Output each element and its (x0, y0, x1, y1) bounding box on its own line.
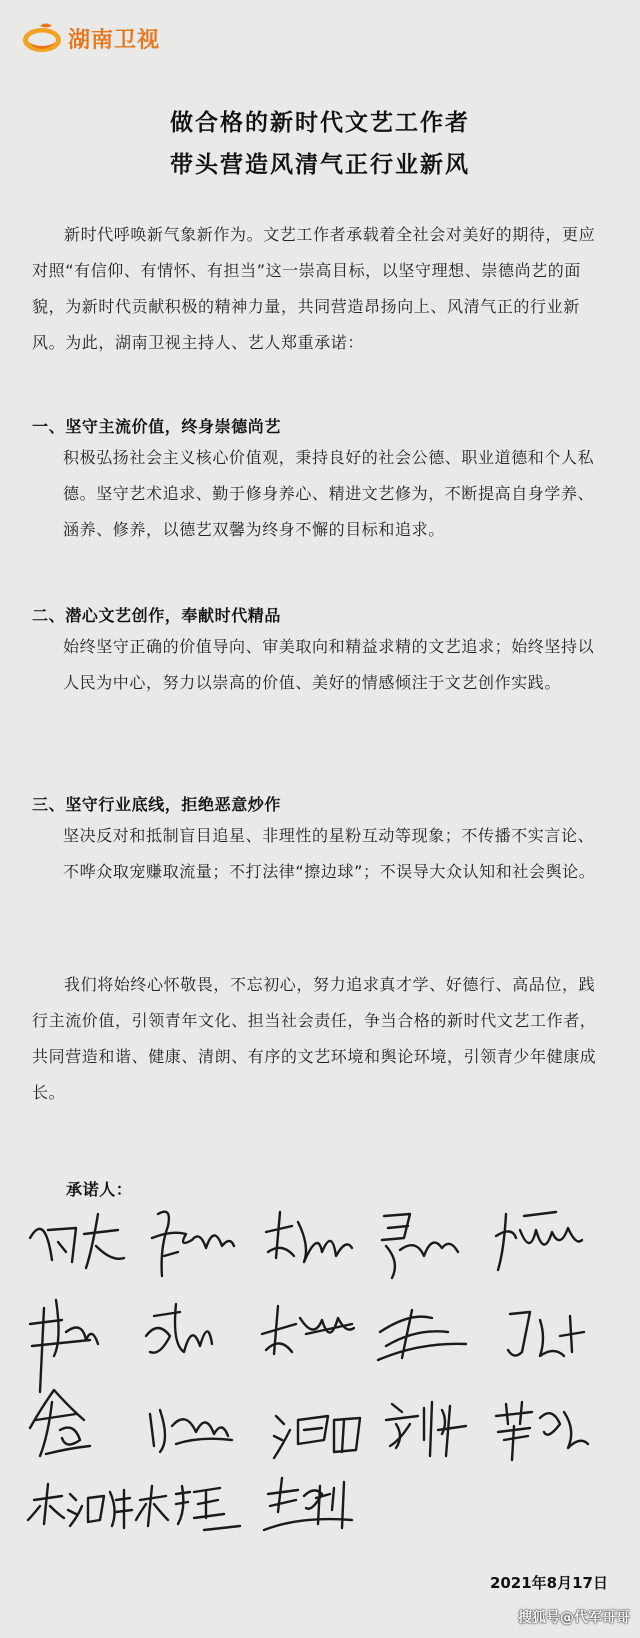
signature-14 (386, 1402, 466, 1456)
signature-18 (264, 1478, 352, 1530)
section-2-body: 始终坚守正确的价值导向、审美取向和精益求精的文艺追求；始终坚持以人民为中心，努力以崇高的价值、美好的情感倾注于文艺创作实践。 (63, 637, 595, 692)
signature-11 (30, 1390, 90, 1456)
section-3-heading: 三、坚守行业底线，拒绝恶意炒作 (32, 795, 282, 814)
signature-4 (382, 1214, 458, 1278)
signature-10 (508, 1312, 584, 1356)
signature-3 (266, 1212, 352, 1262)
signature-16 (28, 1484, 132, 1528)
signature-17 (136, 1486, 240, 1530)
date: 2021年8月17日 (489, 1574, 608, 1592)
signers-label: 承诺人： (66, 1180, 133, 1199)
watermark: 搜狐号@代军哥哥 (518, 1610, 630, 1626)
closing-paragraph: 我们将始终心怀敬畏，不忘初心，努力追求真才学、好德行、高品位，践行主流价值，引领青年文化、担当社会责任，争当合格的新时代文艺工作者，共同营造和谐、健康、清朗、有序的文艺环境和舆论环境，引领青少年健康成长。 (32, 975, 597, 1102)
signature-13 (274, 1416, 360, 1458)
title-line-1: 做合格的新时代文艺工作者 (170, 110, 470, 136)
section-1-heading: 一、坚守主流价值，终身崇德尚艺 (32, 417, 282, 436)
title-line-2: 带头营造风清气正行业新风 (170, 152, 470, 178)
signature-12 (150, 1410, 232, 1452)
section-1-body: 积极弘扬社会主义核心价值观，秉持良好的社会公德、职业道德和个人私德。坚守艺术追求、勤于修身养心、精进文艺修为，不断提高自身学养、涵养、修养，以德艺双馨为终身不懈的目标和追求。 (63, 448, 595, 539)
channel-name: 湖南卫视 (68, 27, 161, 53)
signature-1 (30, 1214, 124, 1268)
signature-2 (152, 1212, 234, 1276)
intro-paragraph: 新时代呼唤新气象新作为。文艺工作者承载着全社会对美好的期待，更应对照“有信仰、有情怀、有担当”这一崇高目标，以坚守理想、崇德尚艺的面貌，为新时代贡献积极的精神力量，共同营造昂扬向上、风清气正的行业新风。为此，湖南卫视主持人、艺人郑重承诺： (32, 225, 596, 352)
section-2-heading: 二、潜心文艺创作，奉献时代精品 (32, 606, 282, 625)
signature-9 (378, 1310, 466, 1360)
signature-15 (496, 1402, 588, 1460)
signature-7 (146, 1304, 212, 1353)
signature-8 (262, 1306, 354, 1354)
section-3-body: 坚决反对和抵制盲目追星、非理性的星粉互动等现象；不传播不实言论、不哗众取宠赚取流量；不打法律“擦边球”；不误导大众认知和社会舆论。 (63, 826, 596, 881)
signature-5 (496, 1212, 582, 1270)
signature-6 (30, 1300, 98, 1392)
